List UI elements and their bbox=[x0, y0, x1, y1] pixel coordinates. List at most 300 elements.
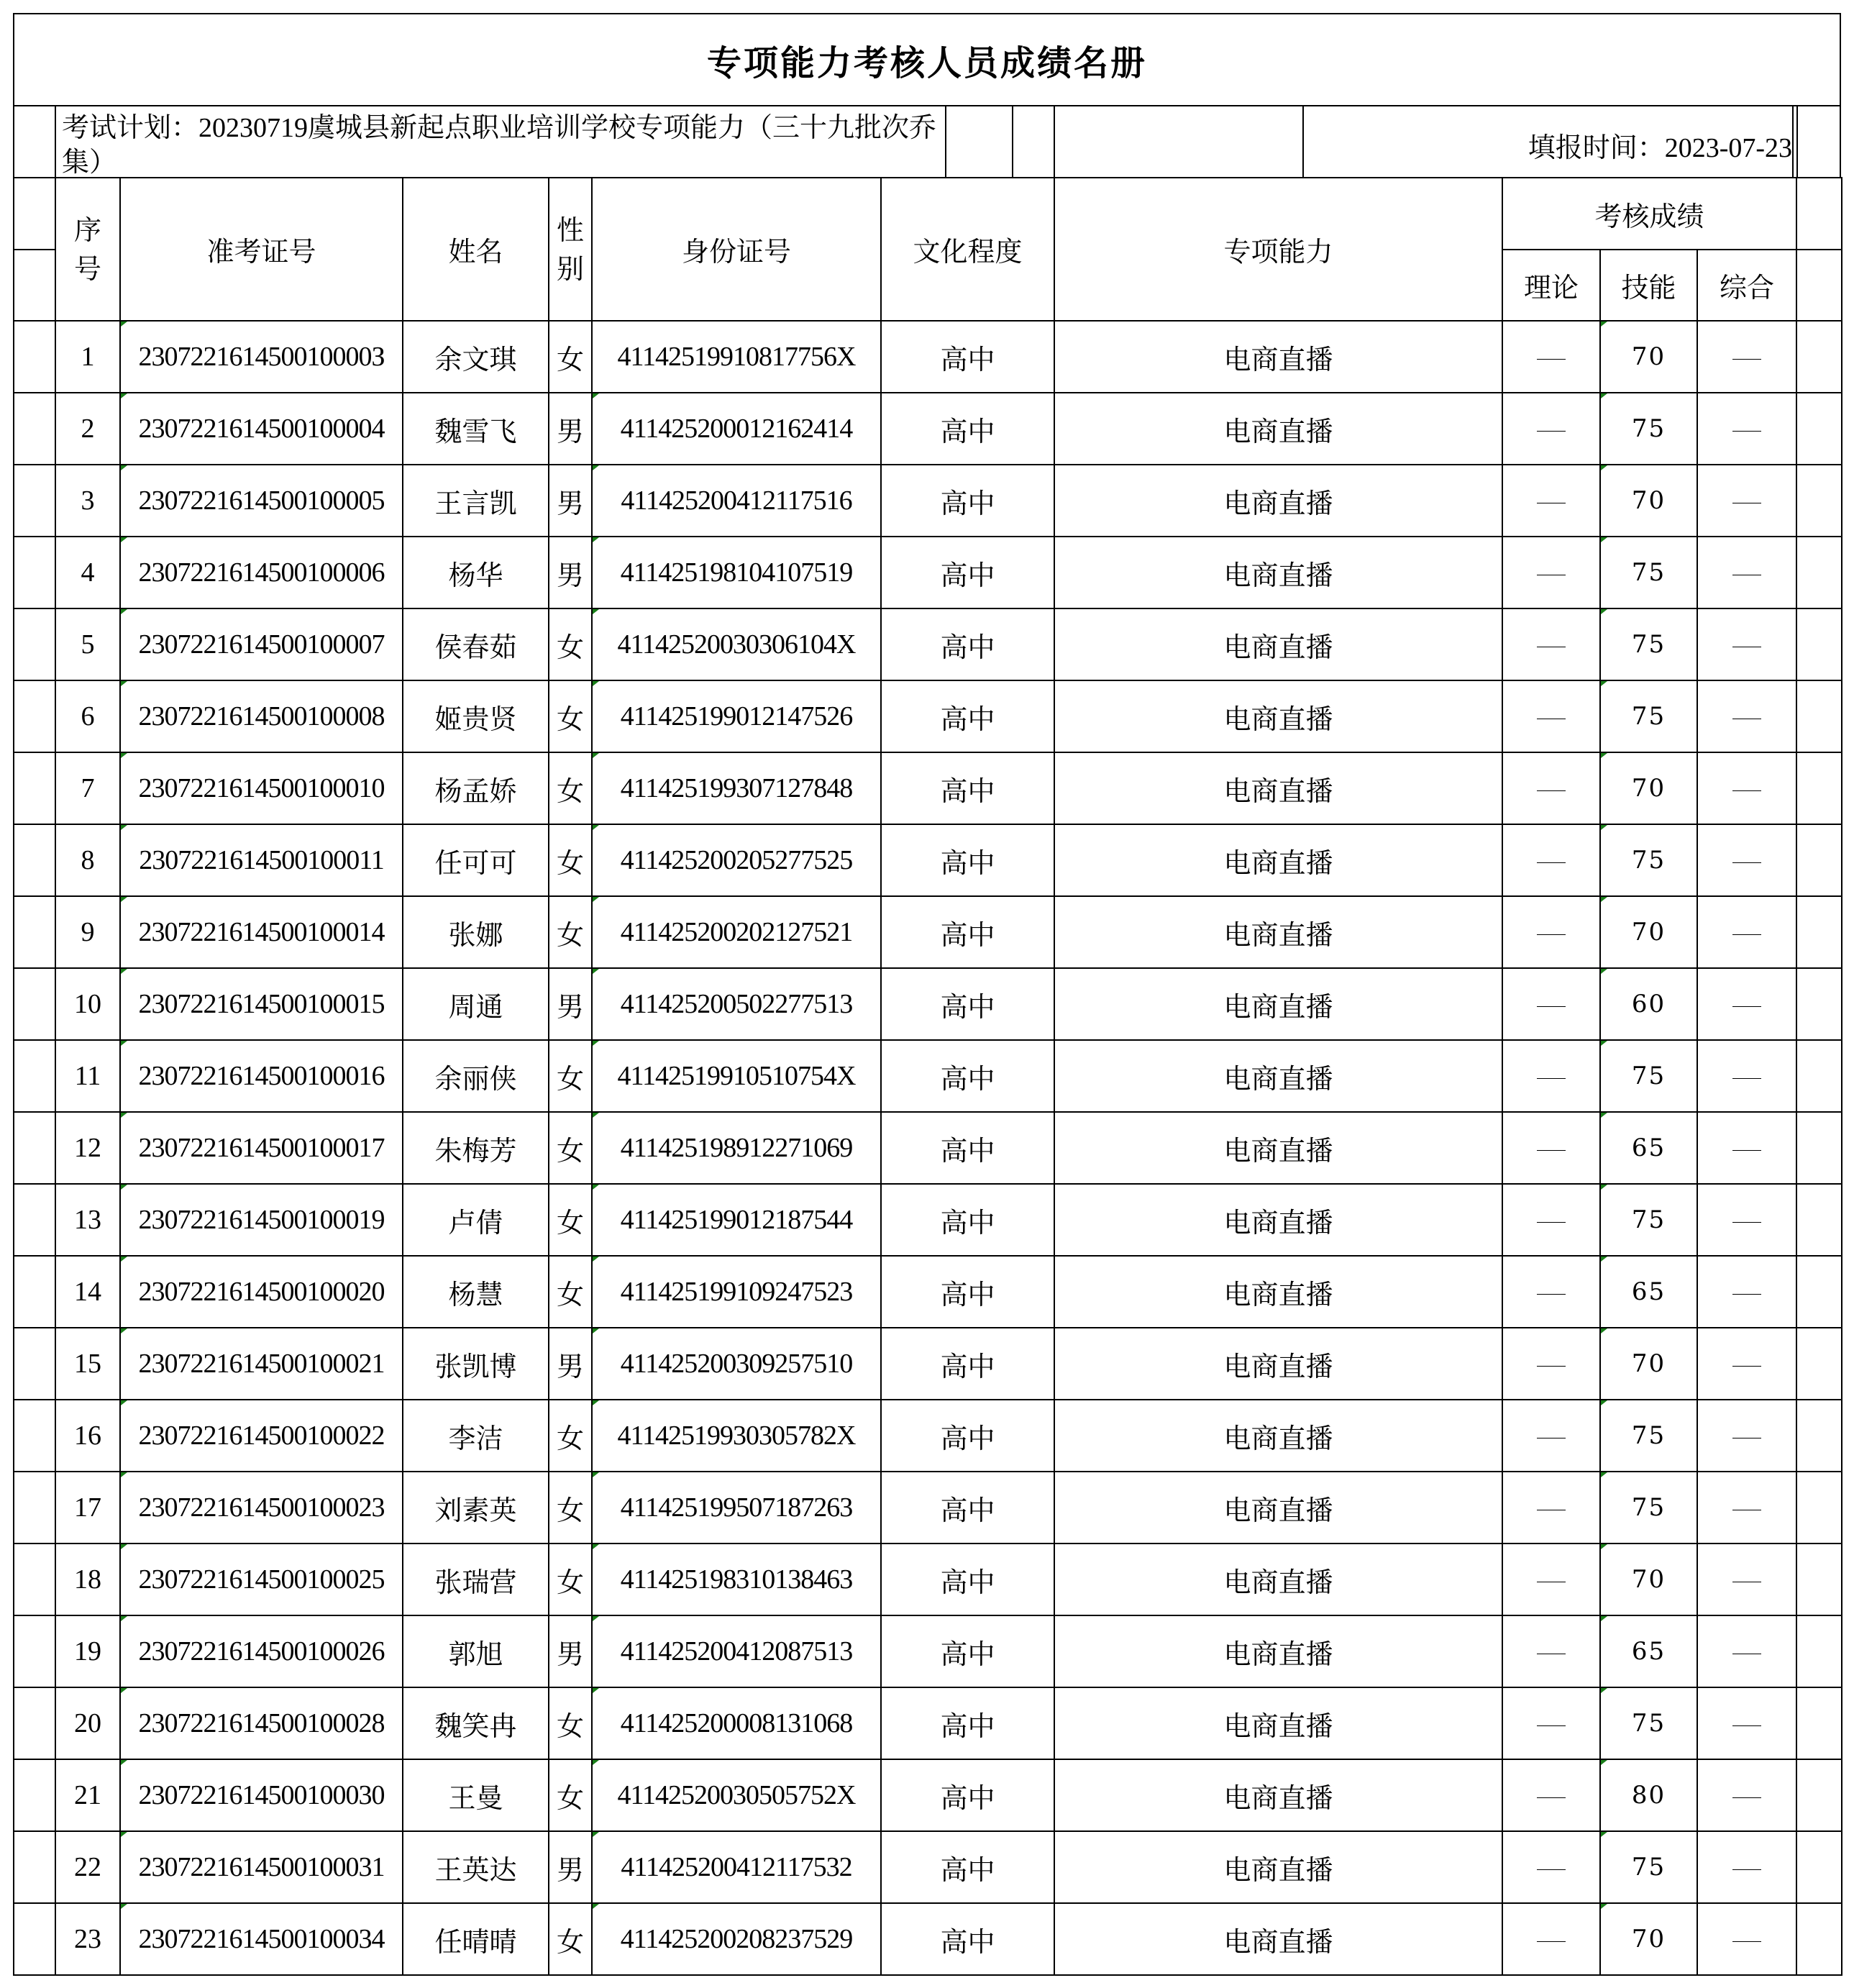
divider bbox=[55, 106, 56, 178]
blank-cell bbox=[1796, 1472, 1842, 1544]
dash-mark bbox=[1732, 431, 1761, 432]
cell-theory bbox=[1502, 1903, 1600, 1975]
header-seq-label: 序号 bbox=[74, 214, 102, 285]
cell-id-no: 411425200202127521 bbox=[592, 896, 881, 968]
blank-cell bbox=[14, 1687, 55, 1759]
cell-id-no: 411425199109247523 bbox=[592, 1256, 881, 1328]
cell-gender: 女 bbox=[549, 752, 592, 824]
cell-theory bbox=[1502, 968, 1600, 1040]
blank-cell bbox=[1796, 1184, 1842, 1256]
exam-plan: 考试计划：20230719虞城县新起点职业培训学校专项能力（三十九批次乔集） bbox=[62, 113, 937, 178]
cell-gender: 女 bbox=[549, 1040, 592, 1112]
cell-name: 张瑞营 bbox=[403, 1544, 549, 1615]
dash-mark bbox=[1537, 1725, 1566, 1726]
cell-overall bbox=[1697, 1615, 1796, 1687]
blank-cell bbox=[1796, 824, 1842, 896]
cell-overall bbox=[1697, 1831, 1796, 1903]
cell-overall bbox=[1697, 1544, 1796, 1615]
cell-theory bbox=[1502, 680, 1600, 752]
blank-cell bbox=[14, 824, 55, 896]
cell-exam-no: 2307221614500100022 bbox=[120, 1400, 403, 1472]
cell-overall bbox=[1697, 1040, 1796, 1112]
cell-education: 高中 bbox=[881, 680, 1054, 752]
dash-mark bbox=[1537, 431, 1566, 432]
cell-name: 张凯博 bbox=[403, 1328, 549, 1400]
cell-theory bbox=[1502, 1328, 1600, 1400]
cell-seq: 6 bbox=[55, 680, 120, 752]
cell-overall bbox=[1697, 1903, 1796, 1975]
blank-cell bbox=[1796, 178, 1842, 250]
cell-gender: 男 bbox=[549, 393, 592, 465]
cell-skill: 电商直播 bbox=[1054, 1903, 1502, 1975]
table-row bbox=[14, 1903, 1842, 1975]
blank-cell bbox=[14, 1831, 55, 1903]
dash-mark bbox=[1537, 1150, 1566, 1151]
cell-education: 高中 bbox=[881, 968, 1054, 1040]
cell-education: 高中 bbox=[881, 752, 1054, 824]
cell-skill: 电商直播 bbox=[1054, 752, 1502, 824]
cell-exam-no: 2307221614500100028 bbox=[120, 1687, 403, 1759]
cell-theory bbox=[1502, 1831, 1600, 1903]
cell-theory bbox=[1502, 1256, 1600, 1328]
dash-mark bbox=[1537, 359, 1566, 360]
cell-name: 余丽侠 bbox=[403, 1040, 549, 1112]
cell-exam-no: 2307221614500100031 bbox=[120, 1831, 403, 1903]
cell-education: 高中 bbox=[881, 1400, 1054, 1472]
cell-exam-no: 2307221614500100008 bbox=[120, 680, 403, 752]
cell-name: 姬贵贤 bbox=[403, 680, 549, 752]
cell-theory bbox=[1502, 896, 1600, 968]
table-row bbox=[14, 1687, 1842, 1759]
cell-education: 高中 bbox=[881, 1112, 1054, 1184]
dash-mark bbox=[1732, 1869, 1761, 1870]
cell-skill: 电商直播 bbox=[1054, 393, 1502, 465]
cell-skill: 电商直播 bbox=[1054, 1328, 1502, 1400]
dash-mark bbox=[1537, 1078, 1566, 1079]
cell-id-no: 411425199012187544 bbox=[592, 1184, 881, 1256]
header-education: 文化程度 bbox=[881, 178, 1054, 321]
cell-overall bbox=[1697, 608, 1796, 680]
cell-overall bbox=[1697, 896, 1796, 968]
cell-name: 张娜 bbox=[403, 896, 549, 968]
cell-name: 周通 bbox=[403, 968, 549, 1040]
cell-id-no: 411425200208237529 bbox=[592, 1903, 881, 1975]
cell-exam-no: 2307221614500100019 bbox=[120, 1184, 403, 1256]
cell-education: 高中 bbox=[881, 1903, 1054, 1975]
cell-skill: 电商直播 bbox=[1054, 1615, 1502, 1687]
cell-education: 高中 bbox=[881, 1184, 1054, 1256]
cell-skill: 电商直播 bbox=[1054, 1040, 1502, 1112]
cell-id-no: 41142520030306104X bbox=[592, 608, 881, 680]
table-row bbox=[14, 680, 1842, 752]
table-row bbox=[14, 824, 1842, 896]
cell-practice: 65 bbox=[1600, 1112, 1697, 1184]
cell-gender: 女 bbox=[549, 1112, 592, 1184]
cell-gender: 男 bbox=[549, 1831, 592, 1903]
cell-name: 余文琪 bbox=[403, 321, 549, 393]
header-theory: 理论 bbox=[1502, 250, 1600, 321]
cell-exam-no: 2307221614500100014 bbox=[120, 896, 403, 968]
cell-theory bbox=[1502, 1112, 1600, 1184]
blank-cell bbox=[14, 250, 55, 321]
header-name: 姓名 bbox=[403, 178, 549, 321]
cell-exam-no: 2307221614500100017 bbox=[120, 1112, 403, 1184]
cell-seq: 20 bbox=[55, 1687, 120, 1759]
cell-skill: 电商直播 bbox=[1054, 896, 1502, 968]
cell-practice: 80 bbox=[1600, 1759, 1697, 1831]
cell-theory bbox=[1502, 1040, 1600, 1112]
blank-cell bbox=[1796, 1615, 1842, 1687]
cell-theory bbox=[1502, 393, 1600, 465]
cell-practice: 65 bbox=[1600, 1256, 1697, 1328]
cell-education: 高中 bbox=[881, 537, 1054, 608]
dash-mark bbox=[1732, 1366, 1761, 1367]
cell-theory bbox=[1502, 1400, 1600, 1472]
cell-seq: 1 bbox=[55, 321, 120, 393]
blank-cell bbox=[1796, 1831, 1842, 1903]
cell-seq: 3 bbox=[55, 465, 120, 537]
dash-mark bbox=[1537, 1222, 1566, 1223]
cell-id-no: 411425199012147526 bbox=[592, 680, 881, 752]
cell-gender: 女 bbox=[549, 1400, 592, 1472]
cell-theory bbox=[1502, 537, 1600, 608]
blank-cell bbox=[1796, 896, 1842, 968]
cell-skill: 电商直播 bbox=[1054, 1759, 1502, 1831]
cell-skill: 电商直播 bbox=[1054, 537, 1502, 608]
cell-seq: 19 bbox=[55, 1615, 120, 1687]
blank-cell bbox=[14, 1256, 55, 1328]
score-table bbox=[13, 177, 1842, 1976]
cell-overall bbox=[1697, 465, 1796, 537]
table-row bbox=[14, 1040, 1842, 1112]
cell-practice: 60 bbox=[1600, 968, 1697, 1040]
cell-practice: 65 bbox=[1600, 1615, 1697, 1687]
cell-exam-no: 2307221614500100026 bbox=[120, 1615, 403, 1687]
blank-cell bbox=[1796, 465, 1842, 537]
cell-exam-no: 2307221614500100021 bbox=[120, 1328, 403, 1400]
blank-cell bbox=[1796, 1040, 1842, 1112]
table-row bbox=[14, 1759, 1842, 1831]
cell-exam-no: 2307221614500100023 bbox=[120, 1472, 403, 1544]
cell-name: 任可可 bbox=[403, 824, 549, 896]
cell-education: 高中 bbox=[881, 393, 1054, 465]
cell-theory bbox=[1502, 1184, 1600, 1256]
blank-cell bbox=[1796, 608, 1842, 680]
cell-practice: 75 bbox=[1600, 1472, 1697, 1544]
cell-practice: 75 bbox=[1600, 608, 1697, 680]
cell-overall bbox=[1697, 1759, 1796, 1831]
cell-education: 高中 bbox=[881, 1831, 1054, 1903]
cell-id-no: 41142519910817756X bbox=[592, 321, 881, 393]
cell-id-no: 411425200205277525 bbox=[592, 824, 881, 896]
cell-gender: 女 bbox=[549, 321, 592, 393]
cell-practice: 70 bbox=[1600, 1328, 1697, 1400]
cell-skill: 电商直播 bbox=[1054, 1472, 1502, 1544]
cell-skill: 电商直播 bbox=[1054, 824, 1502, 896]
plan-row bbox=[13, 105, 1841, 178]
cell-id-no: 41142520030505752X bbox=[592, 1759, 881, 1831]
cell-skill: 电商直播 bbox=[1054, 968, 1502, 1040]
blank-cell bbox=[14, 896, 55, 968]
cell-gender: 女 bbox=[549, 1256, 592, 1328]
cell-gender: 男 bbox=[549, 537, 592, 608]
cell-practice: 75 bbox=[1600, 1400, 1697, 1472]
blank-cell bbox=[1796, 393, 1842, 465]
cell-gender: 女 bbox=[549, 1759, 592, 1831]
dash-mark bbox=[1732, 1150, 1761, 1151]
cell-theory bbox=[1502, 608, 1600, 680]
dash-mark bbox=[1537, 1006, 1566, 1007]
cell-seq: 15 bbox=[55, 1328, 120, 1400]
cell-overall bbox=[1697, 1687, 1796, 1759]
cell-overall bbox=[1697, 321, 1796, 393]
table-row bbox=[14, 393, 1842, 465]
page-title: 专项能力考核人员成绩名册 bbox=[13, 13, 1841, 106]
blank-cell bbox=[14, 1903, 55, 1975]
cell-seq: 5 bbox=[55, 608, 120, 680]
cell-gender: 女 bbox=[549, 1472, 592, 1544]
table-row bbox=[14, 752, 1842, 824]
cell-overall bbox=[1697, 1112, 1796, 1184]
blank-cell bbox=[14, 1040, 55, 1112]
cell-exam-no: 2307221614500100007 bbox=[120, 608, 403, 680]
cell-id-no: 411425198104107519 bbox=[592, 537, 881, 608]
cell-seq: 13 bbox=[55, 1184, 120, 1256]
divider bbox=[1012, 106, 1013, 178]
header-gender-label: 性别 bbox=[557, 214, 585, 285]
cell-overall bbox=[1697, 752, 1796, 824]
dash-mark bbox=[1732, 1006, 1761, 1007]
blank-cell bbox=[14, 968, 55, 1040]
cell-exam-no: 2307221614500100025 bbox=[120, 1544, 403, 1615]
cell-exam-no: 2307221614500100010 bbox=[120, 752, 403, 824]
cell-theory bbox=[1502, 465, 1600, 537]
cell-exam-no: 2307221614500100011 bbox=[120, 824, 403, 896]
cell-theory bbox=[1502, 321, 1600, 393]
table-row bbox=[14, 1256, 1842, 1328]
cell-seq: 18 bbox=[55, 1544, 120, 1615]
cell-overall bbox=[1697, 1472, 1796, 1544]
cell-seq: 21 bbox=[55, 1759, 120, 1831]
blank-cell bbox=[14, 1544, 55, 1615]
blank-cell bbox=[14, 1615, 55, 1687]
cell-seq: 4 bbox=[55, 537, 120, 608]
cell-seq: 22 bbox=[55, 1831, 120, 1903]
cell-exam-no: 230722161450010000З bbox=[120, 321, 403, 393]
cell-id-no: 411425200502277513 bbox=[592, 968, 881, 1040]
cell-theory bbox=[1502, 824, 1600, 896]
blank-cell bbox=[1796, 1759, 1842, 1831]
blank-cell bbox=[1796, 1544, 1842, 1615]
cell-overall bbox=[1697, 393, 1796, 465]
cell-exam-no: 2307221614500100015 bbox=[120, 968, 403, 1040]
cell-gender: 女 bbox=[549, 608, 592, 680]
cell-name: 杨华 bbox=[403, 537, 549, 608]
blank-cell bbox=[14, 608, 55, 680]
cell-seq: 16 bbox=[55, 1400, 120, 1472]
cell-id-no: 411425200012162414 bbox=[592, 393, 881, 465]
table-row bbox=[14, 968, 1842, 1040]
cell-education: 高中 bbox=[881, 824, 1054, 896]
cell-overall bbox=[1697, 1400, 1796, 1472]
blank-cell bbox=[1796, 680, 1842, 752]
divider bbox=[945, 106, 946, 178]
cell-practice: 70 bbox=[1600, 752, 1697, 824]
cell-seq: 11 bbox=[55, 1040, 120, 1112]
blank-cell bbox=[1796, 537, 1842, 608]
cell-id-no: 411425200412117516 bbox=[592, 465, 881, 537]
cell-exam-no: 2307221614500100005 bbox=[120, 465, 403, 537]
cell-gender: 男 bbox=[549, 1328, 592, 1400]
blank-cell bbox=[1796, 1112, 1842, 1184]
cell-name: 魏雪飞 bbox=[403, 393, 549, 465]
blank-cell bbox=[14, 537, 55, 608]
divider bbox=[1054, 106, 1055, 178]
header-seq bbox=[55, 178, 120, 321]
cell-education: 高中 bbox=[881, 1040, 1054, 1112]
cell-skill: 电商直播 bbox=[1054, 465, 1502, 537]
cell-education: 高中 bbox=[881, 896, 1054, 968]
dash-mark bbox=[1732, 1797, 1761, 1798]
blank-cell bbox=[14, 1112, 55, 1184]
dash-mark bbox=[1732, 1941, 1761, 1942]
table-row bbox=[14, 465, 1842, 537]
header-skill: 专项能力 bbox=[1054, 178, 1502, 321]
dash-mark bbox=[1537, 790, 1566, 791]
cell-exam-no: 2307221614500100034 bbox=[120, 1903, 403, 1975]
dash-mark bbox=[1732, 359, 1761, 360]
cell-gender: 男 bbox=[549, 968, 592, 1040]
cell-skill: 电商直播 bbox=[1054, 1184, 1502, 1256]
cell-theory bbox=[1502, 1687, 1600, 1759]
header-scores: 考核成绩 bbox=[1502, 178, 1796, 250]
cell-id-no: 41142519930305782X bbox=[592, 1400, 881, 1472]
cell-education: 高中 bbox=[881, 1256, 1054, 1328]
blank-cell bbox=[1796, 1400, 1842, 1472]
blank-cell bbox=[1796, 1328, 1842, 1400]
cell-education: 高中 bbox=[881, 1472, 1054, 1544]
cell-id-no: 411425200008131068 bbox=[592, 1687, 881, 1759]
table-row bbox=[14, 1831, 1842, 1903]
cell-skill: 电商直播 bbox=[1054, 1400, 1502, 1472]
dash-mark bbox=[1537, 1941, 1566, 1942]
table-row bbox=[14, 1615, 1842, 1687]
cell-seq: 8 bbox=[55, 824, 120, 896]
header-overall: 综合 bbox=[1697, 250, 1796, 321]
cell-name: 郭旭 bbox=[403, 1615, 549, 1687]
cell-seq: 7 bbox=[55, 752, 120, 824]
table-row bbox=[14, 537, 1842, 608]
dash-mark bbox=[1537, 1869, 1566, 1870]
dash-mark bbox=[1537, 862, 1566, 863]
blank-cell bbox=[14, 752, 55, 824]
blank-cell bbox=[14, 393, 55, 465]
cell-education: 高中 bbox=[881, 1328, 1054, 1400]
divider bbox=[1792, 106, 1794, 178]
cell-exam-no: 2307221614500100030 bbox=[120, 1759, 403, 1831]
blank-cell bbox=[14, 178, 55, 250]
cell-education: 高中 bbox=[881, 1687, 1054, 1759]
cell-skill: 电商直播 bbox=[1054, 1831, 1502, 1903]
header-practice: 技能 bbox=[1600, 250, 1697, 321]
cell-practice: 70 bbox=[1600, 1903, 1697, 1975]
cell-skill: 电商直播 bbox=[1054, 1687, 1502, 1759]
cell-theory bbox=[1502, 1759, 1600, 1831]
cell-skill: 电商直播 bbox=[1054, 1112, 1502, 1184]
cell-gender: 女 bbox=[549, 1184, 592, 1256]
cell-skill: 电商直播 bbox=[1054, 1256, 1502, 1328]
cell-overall bbox=[1697, 1328, 1796, 1400]
table-row bbox=[14, 1544, 1842, 1615]
dash-mark bbox=[1732, 1294, 1761, 1295]
cell-practice: 70 bbox=[1600, 896, 1697, 968]
cell-practice: 70 bbox=[1600, 465, 1697, 537]
blank-cell bbox=[14, 1400, 55, 1472]
cell-name: 刘素英 bbox=[403, 1472, 549, 1544]
table-row bbox=[14, 1400, 1842, 1472]
cell-seq: 14 bbox=[55, 1256, 120, 1328]
blank-cell bbox=[1796, 250, 1842, 321]
cell-practice: 75 bbox=[1600, 680, 1697, 752]
cell-exam-no: 2307221614500100016 bbox=[120, 1040, 403, 1112]
cell-education: 高中 bbox=[881, 608, 1054, 680]
cell-practice: 75 bbox=[1600, 1184, 1697, 1256]
cell-seq: 12 bbox=[55, 1112, 120, 1184]
blank-cell bbox=[14, 1328, 55, 1400]
cell-id-no: 411425198310138463 bbox=[592, 1544, 881, 1615]
cell-name: 李洁 bbox=[403, 1400, 549, 1472]
blank-cell bbox=[1796, 968, 1842, 1040]
cell-exam-no: 2307221614500100006 bbox=[120, 537, 403, 608]
cell-gender: 女 bbox=[549, 1903, 592, 1975]
table-row bbox=[14, 1328, 1842, 1400]
cell-overall bbox=[1697, 1184, 1796, 1256]
dash-mark bbox=[1732, 862, 1761, 863]
cell-overall bbox=[1697, 968, 1796, 1040]
cell-practice: 75 bbox=[1600, 1831, 1697, 1903]
cell-name: 任晴晴 bbox=[403, 1903, 549, 1975]
cell-id-no: 411425199307127848 bbox=[592, 752, 881, 824]
cell-theory bbox=[1502, 752, 1600, 824]
dash-mark bbox=[1537, 1294, 1566, 1295]
cell-education: 高中 bbox=[881, 1544, 1054, 1615]
cell-name: 杨慧 bbox=[403, 1256, 549, 1328]
cell-id-no: 411425200412117532 bbox=[592, 1831, 881, 1903]
cell-practice: 75 bbox=[1600, 824, 1697, 896]
cell-exam-no: 2307221614500100020 bbox=[120, 1256, 403, 1328]
cell-name: 王言凯 bbox=[403, 465, 549, 537]
cell-skill: 电商直播 bbox=[1054, 680, 1502, 752]
cell-theory bbox=[1502, 1615, 1600, 1687]
blank-cell bbox=[1796, 752, 1842, 824]
blank-cell bbox=[14, 1759, 55, 1831]
cell-id-no: 411425199507187263 bbox=[592, 1472, 881, 1544]
cell-practice: 75 bbox=[1600, 537, 1697, 608]
cell-practice: 75 bbox=[1600, 393, 1697, 465]
fill-time: 填报时间：2023-07-23 bbox=[1528, 133, 1792, 163]
cell-education: 高中 bbox=[881, 1759, 1054, 1831]
cell-seq: 10 bbox=[55, 968, 120, 1040]
table-row bbox=[14, 1184, 1842, 1256]
cell-name: 卢倩 bbox=[403, 1184, 549, 1256]
dash-mark bbox=[1537, 934, 1566, 935]
blank-cell bbox=[1796, 1256, 1842, 1328]
cell-skill: 电商直播 bbox=[1054, 321, 1502, 393]
blank-cell bbox=[1796, 1903, 1842, 1975]
cell-education: 高中 bbox=[881, 465, 1054, 537]
cell-skill: 电商直播 bbox=[1054, 608, 1502, 680]
cell-theory bbox=[1502, 1544, 1600, 1615]
